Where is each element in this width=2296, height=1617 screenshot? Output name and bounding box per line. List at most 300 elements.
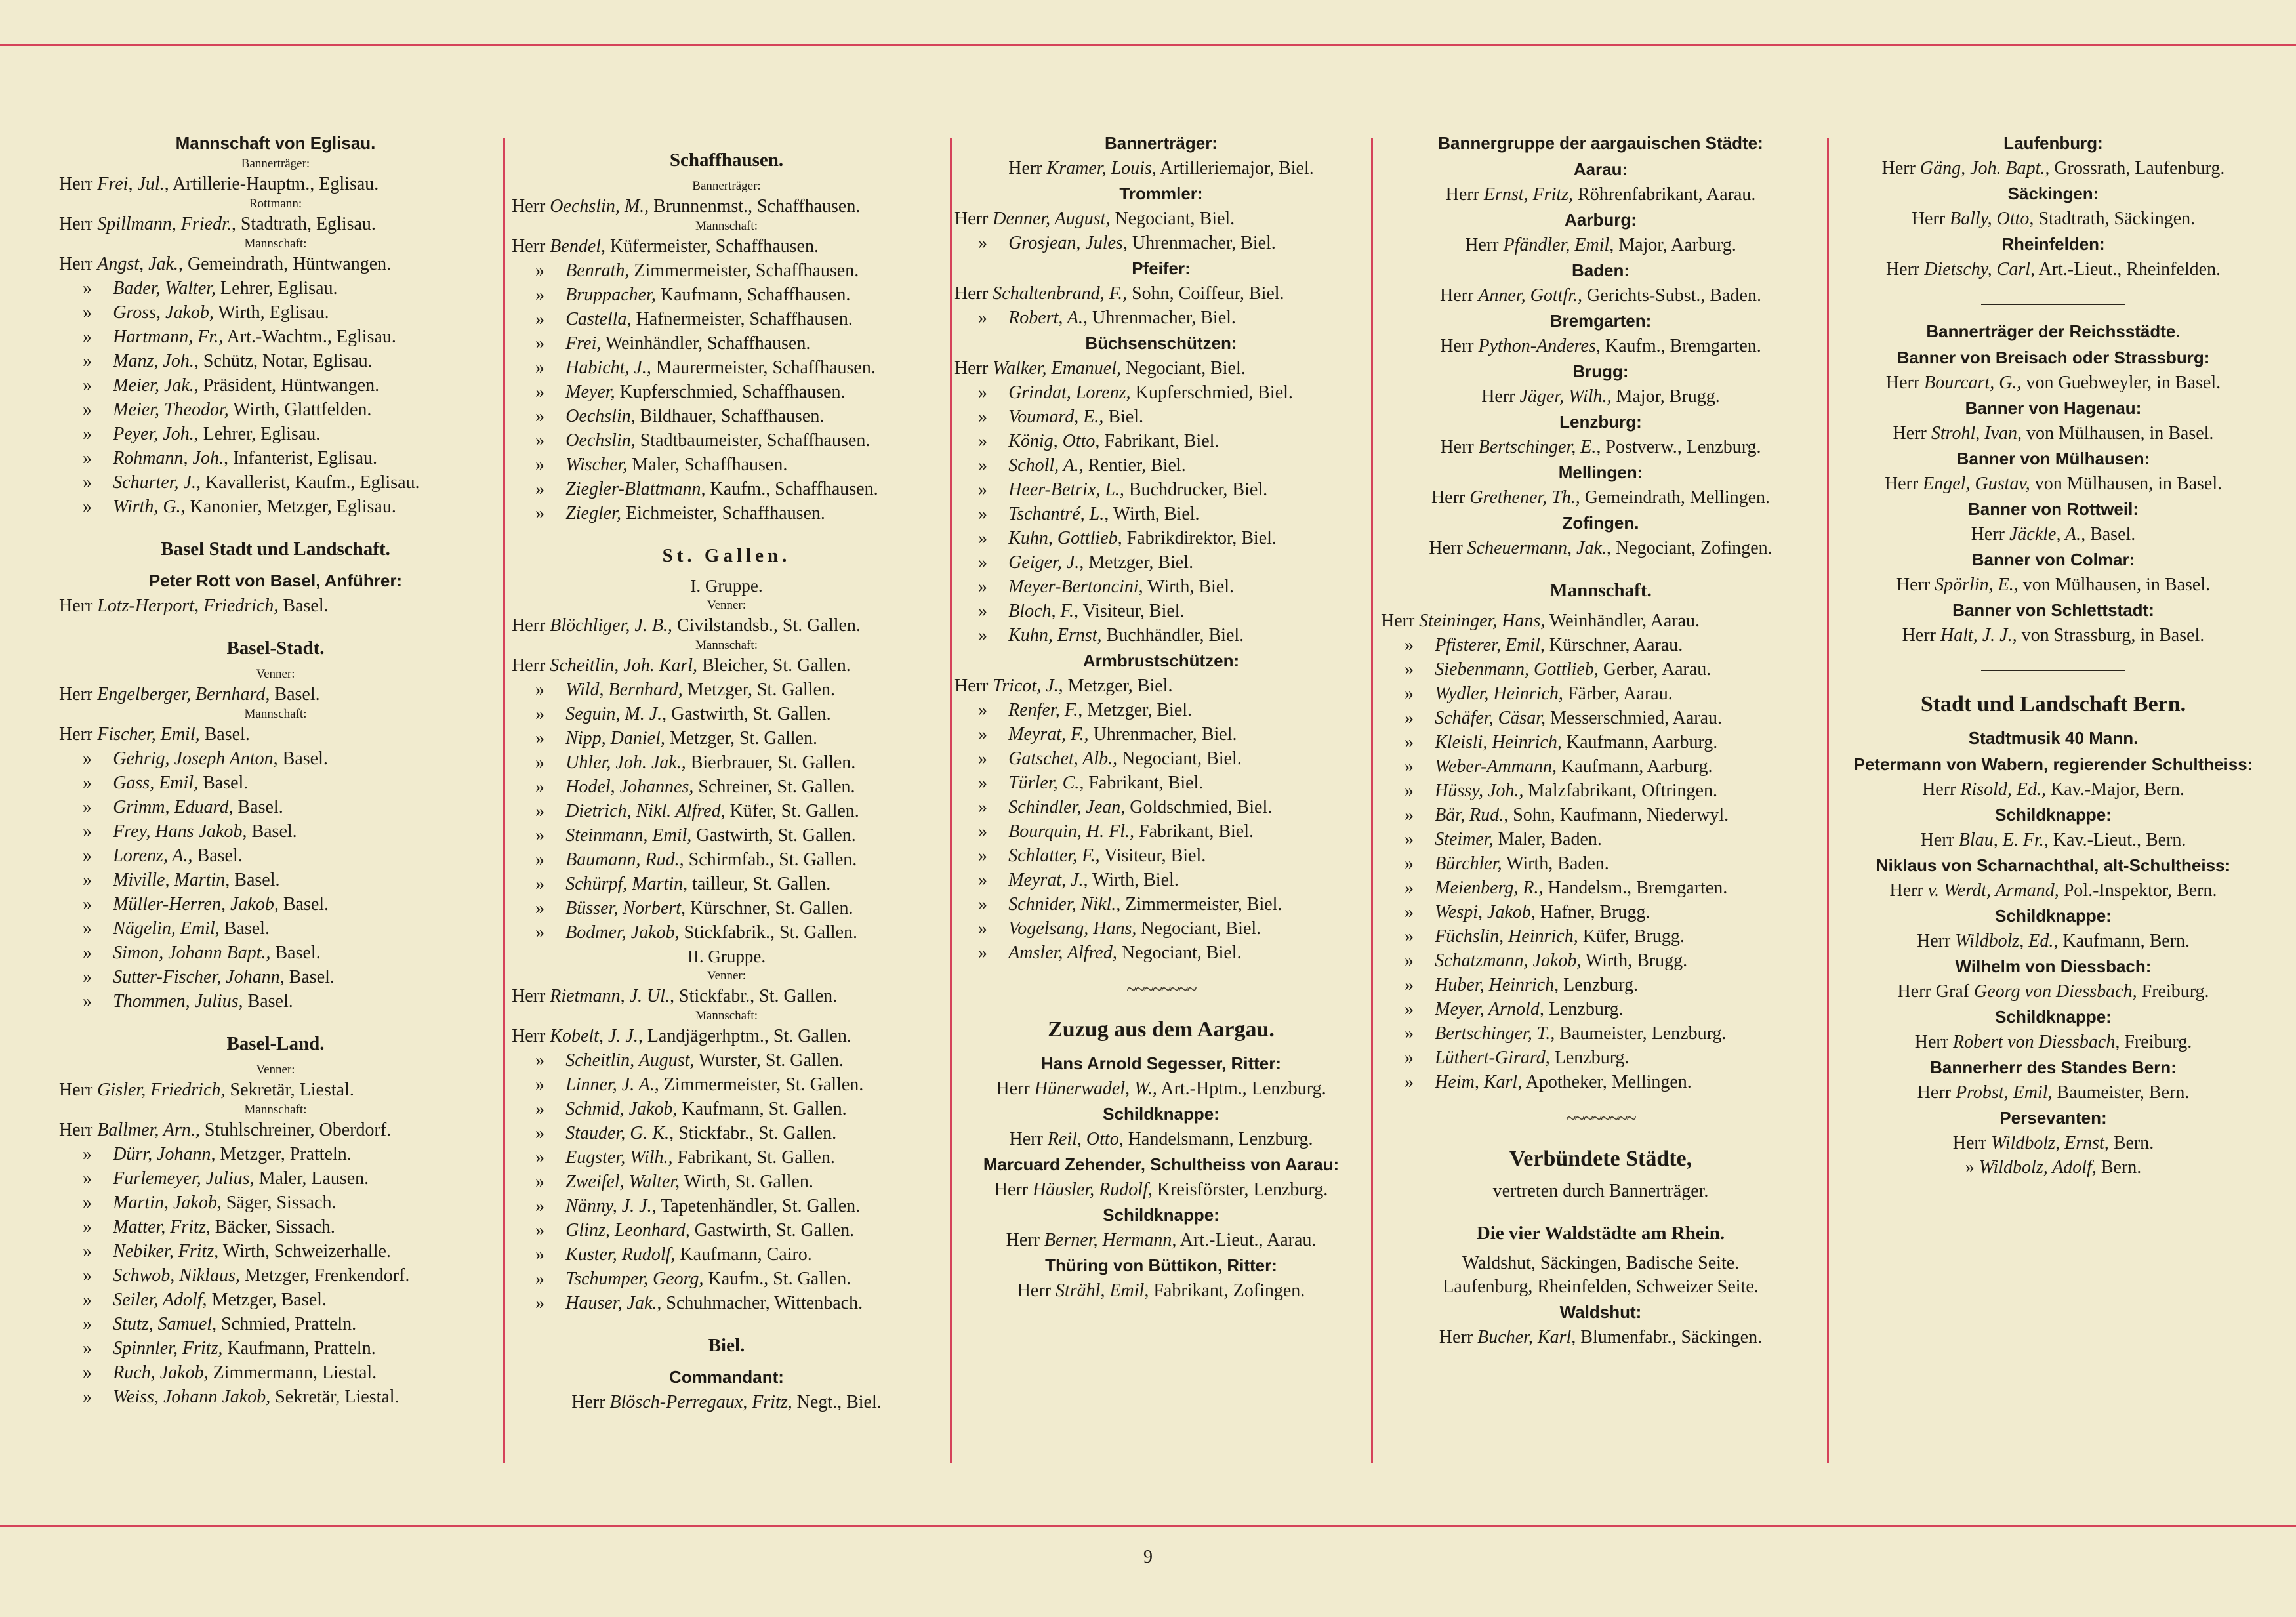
member-name: Grimm, Eduard, (113, 797, 234, 817)
entry-prefix: » (83, 1193, 92, 1213)
entry-prefix: Herr (1893, 423, 1927, 443)
section-heading: Lenzburg: (1559, 412, 1642, 432)
member-details: Postverw., Lenzburg. (1605, 437, 1761, 457)
member-details: Stickfabr., St. Gallen. (678, 1123, 837, 1143)
entry-prefix: » (1404, 1072, 1414, 1092)
section-heading: Wilhelm von Diessbach: (1955, 956, 2152, 976)
member-details: Gemeindrath, Mellingen. (1584, 487, 1771, 508)
member-entry (1381, 182, 1820, 207)
member-details: Wirth, Biel. (1113, 504, 1200, 524)
member-name: Risold, Ed., (1960, 779, 2047, 800)
member-name: Meier, Theodor, (113, 399, 229, 420)
column-5 (1837, 130, 2270, 1460)
text-line: Laufenburg, Rheinfelden, Schweizer Seite. (1443, 1277, 1759, 1297)
member-details: Kreisförster, Lenzburg. (1157, 1179, 1328, 1200)
member-details: Stickfabrik., St. Gallen. (684, 922, 857, 943)
entry-prefix: » (83, 497, 92, 517)
entry-prefix: » (978, 724, 987, 745)
entry-prefix: » (535, 382, 544, 402)
member-entry (512, 356, 941, 380)
entry-prefix: » (535, 1050, 544, 1071)
role-label: Venner: (256, 1063, 295, 1076)
member-entry (1381, 682, 1820, 706)
member-name: Steimer, (1435, 829, 1494, 849)
entry-prefix: » (535, 752, 544, 773)
member-details: Bern. (2113, 1133, 2154, 1153)
entry-prefix: » (535, 801, 544, 821)
entry-prefix: » (978, 625, 987, 645)
member-name: Castella, (565, 309, 632, 329)
entry-prefix: » (535, 358, 544, 378)
member-name: Ziegler-Blattmann, (565, 479, 706, 499)
entry-prefix: » (978, 455, 987, 476)
member-name: Thommen, Julius, (113, 991, 243, 1012)
section-heading: Banner von Mülhausen: (1956, 449, 2150, 468)
member-name: Heer-Betrix, L., (1008, 480, 1124, 500)
member-name: König, Otto, (1008, 431, 1100, 451)
entry-prefix: » (1404, 756, 1414, 777)
member-entry (954, 453, 1368, 478)
member-entry (59, 1142, 492, 1166)
member-name: Wild, Bernhard, (565, 680, 683, 700)
member-entry (1381, 851, 1820, 876)
member-details: Uhrenmacher, Biel. (1132, 233, 1276, 253)
entry-prefix: Herr (59, 724, 93, 745)
member-details: Bildhauer, Schaffhausen. (640, 406, 825, 426)
member-name: Kramer, Louis, (1046, 158, 1157, 178)
member-entry (512, 501, 941, 525)
entry-prefix: Herr (954, 358, 989, 379)
entry-prefix: » (83, 1168, 92, 1189)
member-details: Kaufmann, Schaffhausen. (660, 285, 851, 305)
member-details: Goldschmied, Biel. (1130, 797, 1273, 817)
member-entry (1381, 1046, 1820, 1070)
entry-prefix: Herr (1920, 830, 1954, 850)
member-entry (954, 429, 1368, 453)
member-details: Metzger, Pratteln. (220, 1144, 352, 1164)
member-name: Geiger, J., (1008, 552, 1084, 573)
member-entry (954, 698, 1368, 722)
member-name: Grindat, Lorenz, (1008, 382, 1131, 403)
entry-prefix: » (978, 431, 987, 451)
entry-prefix: » (1404, 781, 1414, 801)
member-entry (59, 682, 492, 706)
member-name: Denner, August, (993, 209, 1111, 229)
member-name: Stutz, Samuel, (113, 1314, 217, 1334)
member-name: Gehrig, Joseph Anton, (113, 748, 278, 769)
member-entry (512, 331, 941, 356)
member-name: Engelberger, Bernhard, (97, 684, 270, 705)
entry-prefix: » (535, 874, 544, 894)
member-name: Robert von Diessbach, (1953, 1032, 2120, 1052)
member-details: Eichmeister, Schaffhausen. (625, 503, 825, 523)
entry-prefix: » (83, 1217, 92, 1237)
member-entry (59, 1361, 492, 1385)
role-label: Mannschaft: (695, 638, 758, 652)
member-name: Lotz-Herport, Friedrich, (97, 596, 279, 616)
entry-prefix: Herr (1896, 575, 1931, 595)
section-title: Basel-Stadt. (226, 638, 325, 659)
member-name: Linner, J. A., (565, 1075, 659, 1095)
member-entry (1381, 536, 1820, 560)
member-entry (1837, 1131, 2270, 1155)
member-entry (59, 1118, 492, 1142)
member-name: Oechslin, (565, 430, 636, 451)
member-details: Fabrikant, Zofingen. (1153, 1280, 1305, 1301)
member-entry (59, 594, 492, 618)
entry-prefix: » (83, 472, 92, 493)
member-entry (1381, 233, 1820, 257)
member-entry (954, 674, 1368, 698)
member-entry (512, 1121, 941, 1145)
section-heading: Hans Arnold Segesser, Ritter: (1040, 1054, 1282, 1073)
member-details: Lenzburg. (1563, 975, 1638, 995)
member-name: Bendel, (550, 236, 606, 256)
member-entry (954, 722, 1368, 747)
section-heading: Banner von Colmar: (1971, 550, 2135, 569)
entry-prefix: » (978, 407, 987, 427)
member-name: Müller-Herren, Jakob, (113, 894, 279, 914)
member-entry (954, 1076, 1368, 1101)
bottom-rule (0, 1525, 2296, 1527)
member-details: Art.-Hptm., Lenzburg. (1160, 1078, 1326, 1099)
member-name: Glinz, Leonhard, (565, 1220, 690, 1240)
entry-prefix: Herr (1465, 235, 1499, 255)
member-entry (59, 446, 492, 470)
member-entry (59, 819, 492, 844)
member-name: Lüthert-Girard, (1435, 1048, 1550, 1068)
member-name: Steininger, Hans, (1419, 611, 1546, 631)
member-entry (512, 984, 941, 1008)
entry-prefix: Herr (512, 986, 546, 1006)
entry-prefix: » (1404, 853, 1414, 874)
entry-prefix: » (83, 967, 92, 987)
member-name: Kleisli, Heinrich, (1435, 732, 1562, 752)
member-details: Kaufmann, Bern. (2062, 931, 2190, 951)
member-entry (954, 575, 1368, 599)
member-details: Stickfabr., St. Gallen. (679, 986, 838, 1006)
member-entry (59, 276, 492, 300)
entry-prefix: » (1404, 635, 1414, 655)
member-name: Uhler, Joh. Jak., (565, 752, 686, 773)
member-entry (954, 599, 1368, 623)
member-entry (59, 398, 492, 422)
entry-prefix: Herr (512, 236, 546, 256)
entry-prefix: » (978, 308, 987, 328)
member-details: Kav.-Lieut., Bern. (2053, 830, 2186, 850)
member-entry (59, 1166, 492, 1191)
member-entry (1381, 1021, 1820, 1046)
member-name: Bader, Walter, (113, 278, 216, 298)
entry-prefix: » (535, 825, 544, 846)
member-entry (1837, 371, 2270, 395)
member-name: Vogelsang, Hans, (1008, 918, 1137, 939)
section-heading: Peter Rott von Basel, Anführer: (148, 571, 403, 590)
entry-prefix: Herr (1481, 386, 1515, 407)
member-entry (954, 747, 1368, 771)
member-name: Grethener, Th., (1469, 487, 1580, 508)
member-entry (954, 771, 1368, 795)
member-details: Brunnenmst., Schaffhausen. (653, 196, 861, 216)
member-entry (512, 1267, 941, 1291)
member-name: Lorenz, A., (113, 846, 193, 866)
member-entry (59, 252, 492, 276)
member-details: Basel. (283, 894, 329, 914)
page-number: 9 (1143, 1547, 1153, 1567)
member-details: Metzger, Biel. (1087, 700, 1193, 720)
member-name: Spinnler, Fritz, (113, 1338, 223, 1359)
member-name: Scheuermann, Jak., (1467, 538, 1611, 558)
entry-prefix: » (1404, 999, 1414, 1019)
member-details: Hafnermeister, Schaffhausen. (636, 309, 853, 329)
member-details: Gastwirth, St. Gallen. (696, 825, 856, 846)
role-label: Rottmann: (249, 197, 302, 211)
section-heading: Schildknappe: (1995, 906, 2112, 926)
member-details: Metzger, St. Gallen. (687, 680, 835, 700)
member-details: Gerber, Aarau. (1603, 659, 1712, 680)
entry-prefix: » (535, 1220, 544, 1240)
entry-prefix: » (1404, 975, 1414, 995)
member-entry (59, 1239, 492, 1263)
member-entry (1837, 828, 2270, 852)
member-entry (59, 965, 492, 989)
entry-prefix: » (535, 898, 544, 918)
member-entry (954, 207, 1368, 231)
member-name: Probst, Emil, (1955, 1082, 2053, 1103)
entry-prefix: » (535, 260, 544, 281)
entry-prefix: Herr (59, 254, 93, 274)
section-heading: Mannschaft von Eglisau. (175, 133, 376, 153)
member-details: Kaufmann, Pratteln. (227, 1338, 376, 1359)
member-entry (1837, 472, 2270, 496)
member-name: Meienberg, R., (1435, 878, 1544, 898)
member-name: Wirth, G., (113, 497, 186, 517)
member-details: Zimmermeister, Schaffhausen. (634, 260, 859, 281)
member-name: Scheitlin, August, (565, 1050, 695, 1071)
member-name: Siebenmann, Gottlieb, (1435, 659, 1599, 680)
entry-prefix: Herr (59, 1120, 93, 1140)
member-entry (59, 325, 492, 349)
member-details: von Mülhausen, in Basel. (2026, 423, 2214, 443)
major-title: Stadt und Landschaft Bern. (1920, 692, 2186, 716)
section-heading: Schildknappe: (1995, 1007, 2112, 1027)
entry-prefix: » (83, 1144, 92, 1164)
member-details: Wirth, Glattfelden. (233, 399, 372, 420)
member-entry (1381, 924, 1820, 949)
member-entry (512, 1024, 941, 1048)
entry-prefix: » (978, 748, 987, 769)
member-name: Weiss, Johann Jakob, (113, 1387, 271, 1407)
entry-prefix: » (1404, 684, 1414, 704)
entry-prefix: Herr (1445, 184, 1479, 205)
entry-prefix: » (1404, 902, 1414, 922)
member-entry (1837, 207, 2270, 231)
entry-prefix: » (1404, 1048, 1414, 1068)
member-details: Wirth, St. Gallen. (684, 1172, 813, 1192)
member-entry (1381, 609, 1820, 633)
role-label: Venner: (707, 969, 747, 983)
member-details: Basel. (2090, 524, 2136, 544)
member-entry (1837, 929, 2270, 953)
member-details: Kaufm., St. Gallen. (708, 1269, 851, 1289)
entry-prefix: Herr (1881, 158, 1916, 178)
member-name: Manz, Joh., (113, 351, 199, 371)
entry-prefix: » (978, 846, 987, 866)
entry-prefix: » (535, 680, 544, 700)
member-name: Benrath, (565, 260, 630, 281)
member-name: Bourcart, G., (1924, 373, 2022, 393)
member-name: Schmid, Jakob, (565, 1099, 678, 1119)
member-entry (1837, 979, 2270, 1004)
entry-prefix: Herr (1381, 611, 1415, 631)
member-entry (1381, 657, 1820, 682)
member-name: Schürpf, Martin, (565, 874, 688, 894)
member-name: Rohmann, Joh., (113, 448, 228, 468)
member-entry (512, 258, 941, 283)
entry-prefix: Herr (1017, 1280, 1051, 1301)
entry-prefix: Herr (1429, 538, 1463, 558)
member-entry (512, 453, 941, 477)
member-entry (954, 941, 1368, 965)
entry-prefix: » (1404, 829, 1414, 849)
entry-prefix: » (1404, 659, 1414, 680)
member-details: Negociant, Biel. (1121, 943, 1242, 963)
member-details: Basel. (283, 596, 329, 616)
member-name: Steinmann, Emil, (565, 825, 692, 846)
member-name: Dietrich, Nikl. Alfred, (565, 801, 726, 821)
entry-prefix: » (83, 894, 92, 914)
entry-prefix: Herr (512, 615, 546, 636)
member-name: Hüssy, Joh., (1435, 781, 1524, 801)
member-details: Wirth, Brugg. (1585, 951, 1688, 971)
member-entry (1381, 283, 1820, 308)
member-details: Civilstandsb., St. Gallen. (676, 615, 861, 636)
member-entry (512, 1170, 941, 1194)
member-name: Miville, Martin, (113, 870, 230, 890)
member-entry (512, 750, 941, 775)
member-entry (59, 747, 492, 771)
member-entry (59, 1385, 492, 1409)
section-heading: Säckingen: (2007, 184, 2099, 203)
wavy-divider: ~~~~~~~~ (1126, 979, 1196, 1000)
member-details: Uhrenmacher, Biel. (1093, 724, 1237, 745)
major-title: Verbündete Städte, (1509, 1147, 1692, 1171)
member-name: Stauder, G. K., (565, 1123, 674, 1143)
member-entry (954, 868, 1368, 892)
entry-prefix: » (535, 849, 544, 870)
member-details: Blumenfabr., Säckingen. (1580, 1327, 1763, 1347)
member-details: Bierbrauer, St. Gallen. (690, 752, 856, 773)
member-entry (1837, 1030, 2270, 1054)
member-entry (59, 300, 492, 325)
member-name: Gross, Jakob, (113, 302, 214, 323)
member-details: Kaufm., Bremgarten. (1605, 336, 1761, 356)
member-entry (954, 526, 1368, 550)
member-entry (1837, 573, 2270, 597)
entry-prefix: » (535, 1099, 544, 1119)
member-details: Küfermeister, Schaffhausen. (610, 236, 819, 256)
member-details: Metzger, Biel. (1088, 552, 1194, 573)
member-entry (1381, 730, 1820, 754)
member-details: Kupferschmied, Schaffhausen. (619, 382, 846, 402)
member-name: Gäng, Joh. Bapt., (1919, 158, 2050, 178)
entry-prefix: Herr Graf (1897, 981, 1970, 1002)
member-details: Schmied, Pratteln. (221, 1314, 357, 1334)
member-details: Weinhändler, Schaffhausen. (605, 333, 811, 354)
member-details: Malzfabrikant, Oftringen. (1528, 781, 1717, 801)
member-entry (512, 1242, 941, 1267)
member-entry (1837, 878, 2270, 903)
member-details: Kupferschmied, Biel. (1135, 382, 1293, 403)
entry-prefix: » (83, 821, 92, 842)
member-details: Fabrikant, St. Gallen. (677, 1147, 835, 1168)
entry-prefix: » (83, 797, 92, 817)
member-details: Messerschmied, Aarau. (1549, 708, 1723, 728)
member-details: Freiburg. (2141, 981, 2209, 1002)
entry-prefix: » (83, 1387, 92, 1407)
member-name: Türler, C., (1008, 773, 1084, 793)
role-label: Venner: (707, 598, 747, 612)
section-heading: Armbrustschützen: (1082, 651, 1240, 670)
entry-prefix: » (978, 528, 987, 548)
member-entry (59, 1078, 492, 1102)
member-name: Renfer, F., (1008, 700, 1083, 720)
member-entry (512, 380, 941, 404)
member-entry (1381, 334, 1820, 358)
member-entry (954, 819, 1368, 844)
member-name: Bourquin, H. Fl., (1008, 821, 1135, 842)
member-name: Schäfer, Cäsar, (1435, 708, 1546, 728)
section-heading: Mellingen: (1558, 462, 1643, 482)
member-entry (954, 1228, 1368, 1252)
member-details: Kaufmann, Aarburg. (1566, 732, 1718, 752)
member-details: Buchhändler, Biel. (1106, 625, 1244, 645)
member-entry (1381, 435, 1820, 459)
section-heading: Bannerträger: (1105, 133, 1218, 153)
member-entry (954, 550, 1368, 575)
member-name: Blöchliger, J. B., (550, 615, 672, 636)
entry-prefix: » (1404, 708, 1414, 728)
member-entry (59, 941, 492, 965)
entry-prefix: Herr (1914, 1032, 1949, 1052)
role-label: Mannschaft: (244, 1103, 307, 1116)
member-entry (1381, 900, 1820, 924)
entry-prefix: » (83, 918, 92, 939)
entry-prefix: » (535, 1172, 544, 1192)
member-details: Stadtbaumeister, Schaffhausen. (640, 430, 871, 451)
member-name: Scheitlin, Joh. Karl, (550, 655, 698, 676)
entry-prefix: » (83, 302, 92, 323)
member-entry (512, 848, 941, 872)
member-entry (1381, 485, 1820, 510)
entry-prefix: » (978, 918, 987, 939)
section-heading: Trommler: (1119, 184, 1203, 203)
member-name: Schurter, J., (113, 472, 201, 493)
column-rule (1371, 138, 1373, 1463)
member-entry (512, 1194, 941, 1218)
member-details: Kav.-Major, Bern. (2051, 779, 2184, 800)
member-name: Spörlin, E., (1935, 575, 2019, 595)
member-entry (59, 1312, 492, 1336)
entry-prefix: » (535, 1123, 544, 1143)
member-name: Meyrat, J., (1008, 870, 1088, 890)
entry-prefix: » (978, 943, 987, 963)
group-label: I. Gruppe. (690, 576, 763, 596)
member-details: Fabrikdirektor, Biel. (1126, 528, 1277, 548)
entry-prefix: » (83, 278, 92, 298)
member-name: Pfändler, Emil, (1503, 235, 1614, 255)
member-entry (1381, 1070, 1820, 1094)
